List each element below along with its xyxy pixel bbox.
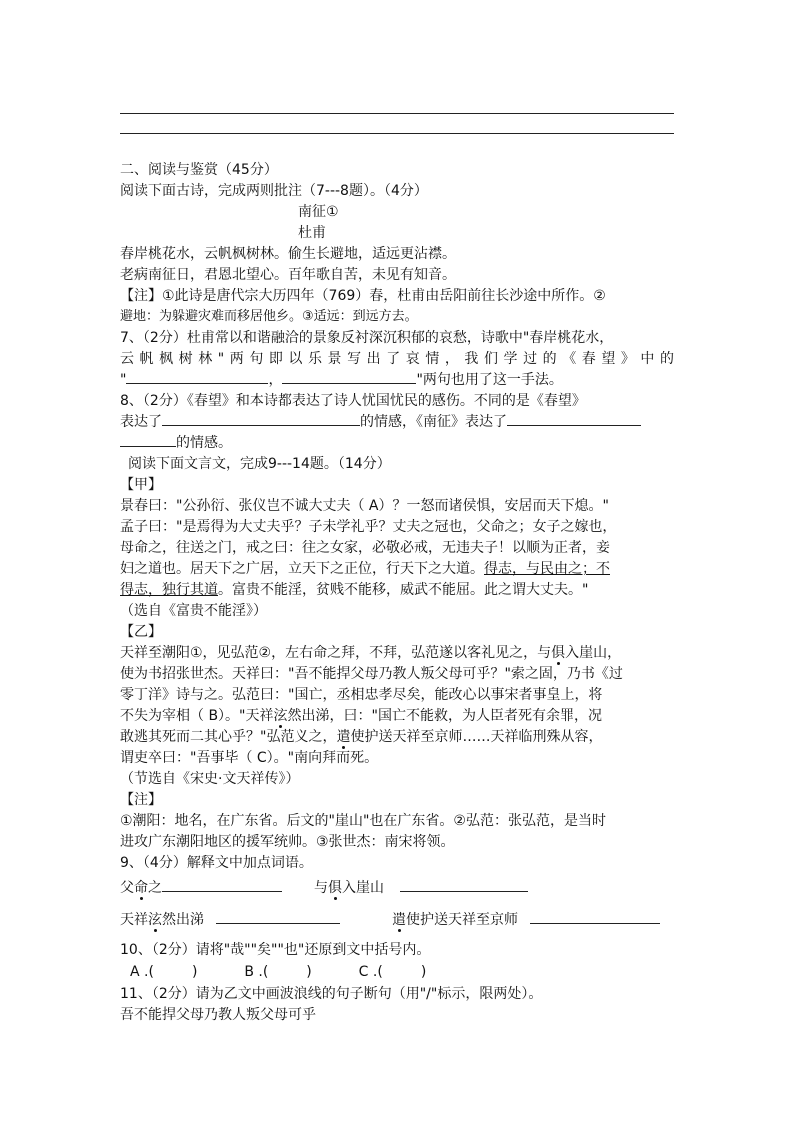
- dotted-word-ju: 俱: [551, 645, 566, 661]
- q7-end: "两句也用了这一手法。: [416, 372, 563, 388]
- q9-row-1-col-2: [314, 878, 528, 898]
- poem-title: 南征①: [298, 204, 339, 220]
- q11-title: 11、（2分）请为乙文中画波浪线的句子断句（用"/"标示，限两处）。: [120, 986, 543, 1002]
- yi-line-5-text: 敢逃其死而二其心乎？"弘范义之，: [120, 729, 337, 745]
- q7-separator: ，: [268, 372, 283, 388]
- q9-answer-blank-3[interactable]: [216, 910, 340, 924]
- yi-line-4-end: 然出涕，曰："国亡不能救，为人臣者死有余罪，况: [287, 708, 602, 724]
- poem-line-1: 春岸桃花水，云帆枫树林。偷生长避地，适远更沾襟。: [120, 246, 456, 262]
- q9-word-2-a: 与: [314, 880, 328, 896]
- q9-word-3-a: 天祥: [120, 912, 148, 928]
- notes-label: 【注】: [120, 792, 162, 808]
- yi-line-2: 使为书招张世杰。天祥曰："吾不能捍父母乃教人叛父母可乎？"索之固，乃书《过: [120, 666, 623, 682]
- classical-instruction: 阅读下面文言文，完成9---14题。（14分）: [128, 456, 391, 472]
- section-title: 二、阅读与鉴赏（45分）: [120, 162, 278, 178]
- q10-options: [130, 962, 690, 982]
- q10-close-b: ): [306, 964, 312, 980]
- q7-line-2: 云帆枫树林"两句即以乐景写出了哀情，我们学过的《春望》中的: [120, 351, 674, 367]
- q7-line-3: [120, 370, 680, 390]
- q9-dotted-ming: 命: [134, 880, 148, 896]
- q8-answer-blank-1[interactable]: [162, 412, 360, 426]
- q10-title: 10、（2分）请将"哉""矣""也"还原到文中括号内。: [120, 942, 431, 958]
- yi-source: （节选自《宋史·文天祥传》）: [120, 771, 300, 787]
- q8-end: 的情感。: [176, 435, 232, 451]
- jia-label: 【甲】: [120, 477, 162, 493]
- q9-word-2-b: 入崖山: [342, 880, 384, 896]
- dotted-word-xuan: 泫: [273, 708, 288, 724]
- answer-line-1: [120, 113, 674, 114]
- q8-line-2: [120, 412, 680, 432]
- jia-line-5-rest: 。富贵不能淫，贫贱不能移，威武不能屈。此之谓大丈夫。": [218, 582, 589, 598]
- q9-answer-blank-1[interactable]: [162, 878, 282, 892]
- q9-word-1-a: 父: [120, 880, 134, 896]
- jia-line-1: 景春曰："公孙衍、张仪岂不诚大丈夫（ A）？一怒而诸侯惧，安居而天下熄。": [120, 498, 609, 514]
- q9-answer-blank-2[interactable]: [400, 878, 528, 892]
- yi-line-5: [120, 727, 680, 747]
- poem-note-1: 【注】①此诗是唐代宗大历四年（769）春，杜甫由岳阳前往长沙途中所作。②: [120, 288, 606, 304]
- jia-line-2: 孟子曰："是焉得为大丈夫乎？子未学礼乎？丈夫之冠也，父命之；女子之嫁也，: [120, 519, 617, 535]
- q10-close-c: ): [420, 964, 427, 980]
- yi-line-1-text: 天祥至潮阳①，见弘范②，左右命之拜，不拜，弘范遂以客礼见之，与: [120, 645, 552, 661]
- q10-close-a: ): [191, 964, 198, 980]
- q10-option-b: B .(: [244, 964, 269, 980]
- yi-label: 【乙】: [120, 624, 162, 640]
- q9-dotted-ju: 俱: [328, 880, 342, 896]
- jia-underlined-1: 得志，与民由之；不: [484, 561, 610, 577]
- note-line-1: ①潮阳：地名，在广东省。后文的"崖山"也在广东省。②弘范：张弘范，是当时: [120, 813, 606, 829]
- q9-word-4-b: 使护送天祥至京师: [406, 912, 518, 928]
- q9-row-2-col-2: [392, 910, 660, 930]
- jia-underlined-2: 得志，独行其道: [120, 582, 218, 598]
- yi-line-1: [120, 643, 680, 663]
- jia-line-3: 母命之，往送之门，戒之曰：往之女家，必敬必戒，无违夫子！以顺为正者，妾: [120, 540, 610, 556]
- yi-line-1-end: 入崖山，: [565, 645, 622, 661]
- q9-word-3-b: 然出涕: [162, 912, 204, 928]
- note-line-2: 进攻广东潮阳地区的援军统帅。③张世杰：南宋将领。: [120, 834, 455, 850]
- q7-answer-blank-2[interactable]: [282, 370, 416, 384]
- yi-line-3: 零丁洋》诗与之。弘范曰："国亡，丞相忠孝尽矣，能改心以事宋者事皇上，将: [120, 687, 603, 703]
- q10-option-c: C .(: [358, 964, 383, 980]
- yi-line-4: [120, 706, 680, 726]
- q7-open-quote: ": [120, 372, 127, 388]
- q7-answer-blank-1[interactable]: [126, 370, 268, 384]
- q8-mid: 的情感，《南征》表达了: [360, 414, 507, 430]
- q7-line-1: 7、（2分）杜甫常以和谐融洽的景象反衬深沉积郁的哀愁，诗歌中"春岸桃花水，: [120, 330, 614, 346]
- q9-title: 9、（4分）解释文中加点词语。: [120, 855, 313, 871]
- q8-answer-blank-2[interactable]: [507, 412, 641, 426]
- dotted-word-qian: 遣: [336, 729, 351, 745]
- q8-expressed-label: 表达了: [120, 414, 162, 430]
- q9-dotted-xuan: 泫: [148, 912, 162, 928]
- q8-answer-blank-3[interactable]: [120, 433, 176, 447]
- jia-source: （选自《富贵不能淫》）: [120, 603, 267, 619]
- q8-line-3: [120, 433, 680, 453]
- poem-line-2: 老病南征日，君恩北望心。百年歌自苦，未见有知音。: [120, 267, 456, 283]
- q10-option-a: A .(: [130, 964, 154, 980]
- poem-instruction: 阅读下面古诗，完成两则批注（7---8题）。（4分）: [120, 183, 428, 199]
- jia-line-4-text: 妇之道也。居天下之广居，立天下之正位，行天下之大道。: [120, 561, 484, 577]
- q11-sentence: 吾不能捍父母乃教人叛父母可乎: [120, 1007, 316, 1023]
- q9-answer-blank-4[interactable]: [530, 910, 660, 924]
- jia-line-5: [120, 580, 680, 600]
- q8-line-1: 8、（2分）《春望》和本诗都表达了诗人忧国忧民的感伤。不同的是《春望》: [120, 393, 586, 409]
- jia-line-4: [120, 559, 680, 579]
- q9-dotted-qian: 遣: [392, 912, 406, 928]
- poem-author: 杜甫: [298, 225, 326, 241]
- yi-line-4-text: 不失为宰相（ B）。"天祥: [120, 708, 274, 724]
- poem-note-2: 避地：为躲避灾难而移居他乡。③适远：到远方去。: [120, 309, 418, 324]
- yi-line-6: 谓吏卒曰："吾事毕（ C）。"南向拜而死。: [120, 750, 379, 766]
- answer-line-2: [120, 133, 674, 134]
- yi-line-5-end: 使护送天祥至京师……天祥临刑殊从容，: [350, 729, 603, 745]
- q9-word-1-b: 之: [148, 880, 162, 896]
